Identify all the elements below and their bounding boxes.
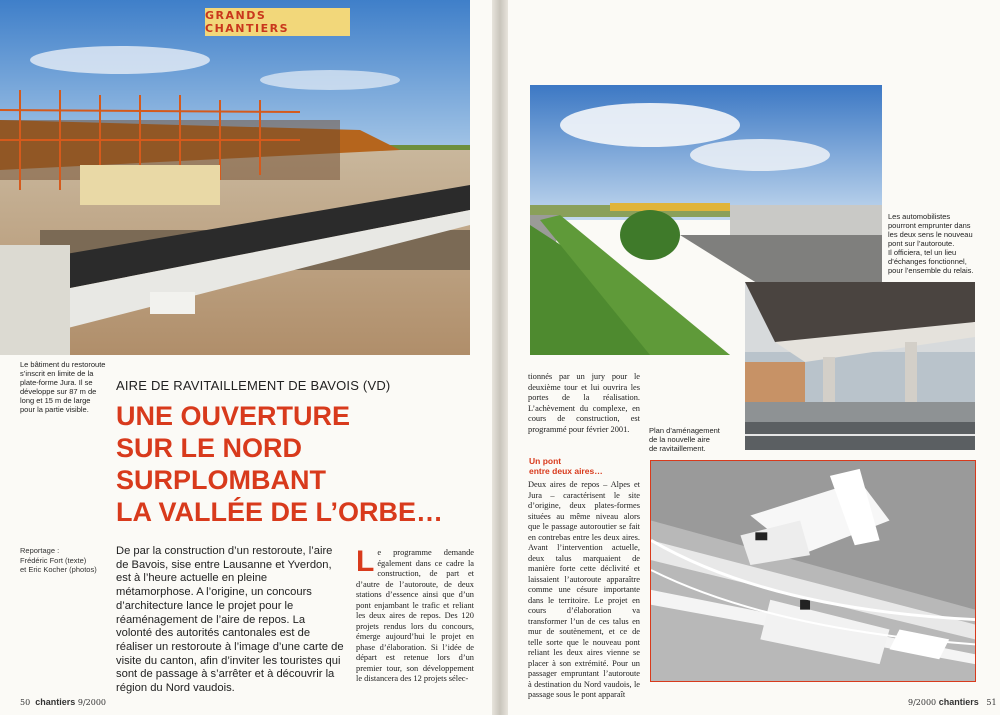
section-subhead: Un pont entre deux aires… [529, 456, 603, 476]
article-lead: De par la construction d’un restoroute, l’aire de Bavois, sise entre Lausanne et Yverdon, est à l’heure actuelle en pleine métamorphose. A l’origine, un concours d’architecture lance le projet pour le réaménagement de l’aire de repos. La volonté des autorités cantonales est de réaliser un restoroute à l’image d’une carte de visite du canton, afin d’inviter les touristes qui sont de passage à s’arrêter et à découvrir la région du Nord vaudois. [116, 545, 344, 695]
bridge-underside-photo [745, 282, 975, 450]
left-page [0, 0, 492, 715]
right-photo-caption: Les automobilistes pourront emprunter dans les deux sens le nouveau pont sur l’autoroute. Il officiera, tel un lieu d’échanges fonctionnel, pour l’ensemble du relais. [888, 212, 974, 275]
body-column-3: Deux aires de repos – Alpes et Jura – caractérisent le site d’origine, deux plates-formes situées au même niveau alors que le passage autoroutier se fait en contrebas entre les deux aires. Avant l’intervention actuelle, deux talus marquaient de manière forte cette déclivité et laissaient l’autoroute apparaître comme une césure importante dans le territoire. Le projet en cours d’élaboration va transformer l’un de ces talus en mur de soutènement, et ce de telle sorte que le nouveau pont reliant les deux aires vienne se placer à son extrémité. Pour un passager empruntant l’autoroute à destination du Nord vaudois, le passage sous le pont apparaît [528, 480, 640, 699]
body-column-2: tionnés par un jury pour le deuxième tour et lui ouvrira les portes de la réalisation. L’achèvement du complexe, en cours de construction, est programmé pour février 2001. [528, 372, 640, 434]
plan-caption: Plan d’aménagement de la nouvelle aire de ravitaillement. [649, 426, 720, 453]
article-headline: UNE OUVERTURE SUR LE NORD SURPLOMBANT LA VALLÉE DE L’ORBE… [116, 401, 444, 527]
footer-right: 9/2000 chantiers 51 [908, 697, 997, 707]
page-gutter [492, 0, 508, 715]
right-page [508, 0, 1000, 715]
section-tag: GRANDS CHANTIERS [205, 8, 350, 36]
footer-left: 50 chantiers 9/2000 [20, 697, 107, 707]
restoroute-construction-photo [0, 0, 470, 355]
site-plan-drawing [650, 460, 976, 682]
body-column-1: Le programme demande également dans ce cadre la construction, de part et d’autre de l’autoroute, de deux stations d’essence ainsi que d’un pont enjambant le trafic et reliant les deux aires de repos. Des 120 projets rendus lors du concours, émerge aujourd’hui le projet en phase d’élaboration. Si l’idée de départ est retenue lors d’un premier tour, son développement le distancera des 12 projets sélec- [356, 545, 474, 683]
drop-cap: L [356, 545, 375, 578]
article-kicker: AIRE DE RAVITAILLEMENT DE BAVOIS (VD) [116, 378, 391, 393]
left-photo-caption: Le bâtiment du restoroute s’inscrit en limite de la plate-forme Jura. Il se développe sur 87 m de long et 15 m de large pour la partie visible. [20, 360, 106, 414]
article-credits: Reportage : Frédéric Fort (texte) et Eric Kocher (photos) [20, 546, 97, 574]
